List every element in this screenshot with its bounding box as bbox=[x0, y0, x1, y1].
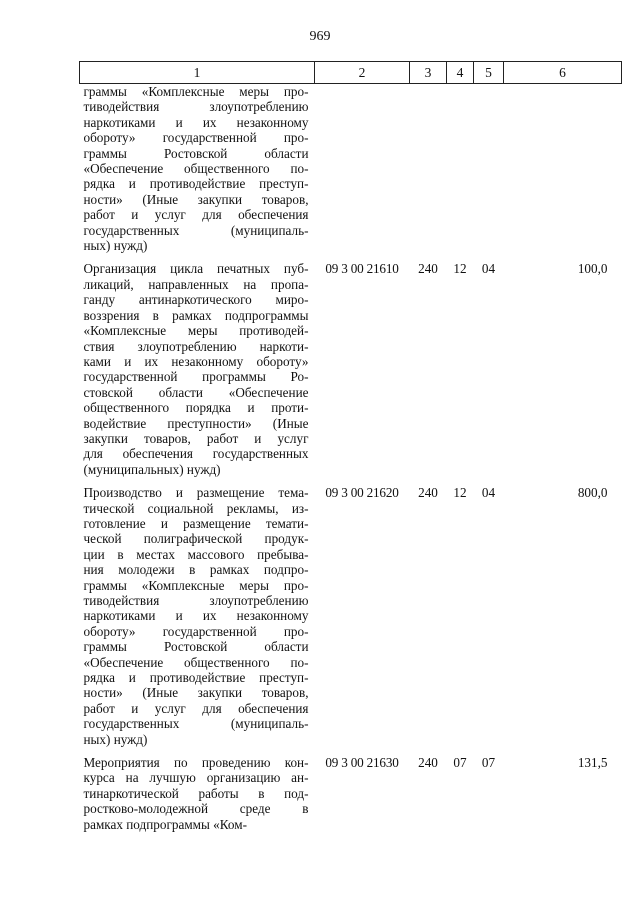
description-line: воззрения в рамках подпрограммы bbox=[83, 307, 309, 323]
description-line: граммы Ростовской области bbox=[83, 639, 309, 655]
description-line: готовление и размещение темати- bbox=[83, 515, 309, 531]
description-line: рядка и противодействие преступ- bbox=[83, 670, 309, 686]
row-description bbox=[80, 261, 315, 477]
subsection: 04 bbox=[481, 261, 496, 277]
description-line: ганду антинаркотического миро- bbox=[83, 292, 309, 308]
table-row bbox=[80, 261, 622, 477]
description-line: государственной программы Ро- bbox=[83, 369, 309, 385]
section: 12 bbox=[453, 261, 467, 277]
subsection bbox=[474, 84, 504, 254]
description-line: обороту» государственной про- bbox=[83, 130, 309, 146]
description-line: рядка и противодействие преступ- bbox=[83, 176, 309, 192]
description-line: наркотиками и их незаконному bbox=[83, 608, 309, 624]
table-row bbox=[80, 485, 622, 747]
subsection: 07 bbox=[481, 755, 496, 771]
description-line: граммы «Комплексные меры про- bbox=[83, 84, 309, 99]
description-line: (муниципальных) нужд) bbox=[83, 461, 221, 477]
description-line: тинаркотической работы в под- bbox=[83, 785, 309, 801]
column-header-6: 6 bbox=[504, 62, 622, 84]
description-line: работ и услуг для обеспечения bbox=[83, 207, 309, 223]
description-line: закупки товаров, работ и услуг bbox=[83, 430, 309, 446]
description-line: обороту» государственной про- bbox=[83, 623, 309, 639]
budget-code bbox=[315, 84, 410, 254]
column-header-4: 4 bbox=[447, 62, 474, 84]
description-line: ствия злоупотреблению наркоти- bbox=[83, 338, 309, 354]
description-line: «Обеспечение общественного по- bbox=[83, 161, 309, 177]
amount: 100,0 bbox=[577, 261, 608, 277]
description-line: ками и их незаконному обороту» bbox=[83, 353, 309, 369]
description-line: Производство и размещение тема- bbox=[83, 485, 309, 501]
subsection: 04 bbox=[481, 485, 496, 501]
description-line: «Комплексные меры противодей- bbox=[83, 323, 309, 339]
description-line: ческой полиграфической продук- bbox=[83, 531, 309, 547]
row-description bbox=[80, 84, 315, 254]
expense-type: 240 bbox=[418, 485, 438, 501]
description-line: ликаций, направленных на пропа- bbox=[83, 276, 309, 292]
description-line: водействие преступности» (Иные bbox=[83, 415, 309, 431]
column-header-2: 2 bbox=[315, 62, 410, 84]
row-spacer bbox=[80, 477, 622, 485]
row-description bbox=[80, 485, 315, 747]
budget-code: 09 3 00 21620 bbox=[325, 485, 399, 501]
row-spacer bbox=[80, 253, 622, 261]
description-line: Мероприятия по проведению кон- bbox=[83, 755, 309, 771]
page-number: 969 bbox=[309, 29, 331, 44]
description-line: работ и услуг для обеспечения bbox=[83, 700, 309, 716]
column-header-1: 1 bbox=[80, 62, 315, 84]
row-spacer bbox=[80, 747, 622, 755]
description-line: граммы «Комплексные меры про- bbox=[83, 577, 309, 593]
amount bbox=[504, 84, 622, 254]
description-line: общественного порядка и проти- bbox=[83, 400, 309, 416]
amount: 131,5 bbox=[577, 755, 608, 771]
description-line: рамках подпрограммы «Ком- bbox=[83, 816, 247, 832]
description-line: тической социальной рекламы, из- bbox=[83, 500, 309, 516]
description-line: «Обеспечение общественного по- bbox=[83, 654, 309, 670]
description-line: курса на лучшую организацию ан- bbox=[83, 770, 309, 786]
expense-type: 240 bbox=[418, 755, 438, 771]
table-body bbox=[80, 84, 622, 833]
description-line: тиводействия злоупотреблению bbox=[83, 593, 309, 608]
budget-table bbox=[79, 61, 622, 832]
description-line: для обеспечения государственных bbox=[83, 446, 309, 462]
description-line: государственных (муниципаль- bbox=[83, 222, 309, 238]
description-line: ции в местах массового пребыва- bbox=[83, 546, 309, 562]
description-line: ности» (Иные закупки товаров, bbox=[83, 191, 309, 207]
description-line: ных) нужд) bbox=[83, 731, 148, 747]
column-header-5: 5 bbox=[474, 62, 504, 84]
table-row bbox=[80, 755, 622, 832]
table-row bbox=[80, 84, 622, 254]
description-line: наркотиками и их незаконному bbox=[83, 114, 309, 130]
description-line: государственных (муниципаль- bbox=[83, 716, 309, 732]
amount: 800,0 bbox=[577, 485, 608, 501]
description-line: ростково-молодежной среде в bbox=[83, 801, 309, 817]
column-header-3: 3 bbox=[410, 62, 447, 84]
section: 07 bbox=[453, 755, 467, 771]
table-header-row bbox=[80, 62, 622, 84]
description-line: тиводействия злоупотреблению bbox=[83, 99, 309, 115]
description-line: стовской области «Обеспечение bbox=[83, 384, 309, 400]
description-line: ности» (Иные закупки товаров, bbox=[83, 685, 309, 701]
description-line: Организация цикла печатных пуб- bbox=[83, 261, 309, 277]
row-description bbox=[80, 755, 315, 832]
expense-type: 240 bbox=[418, 261, 438, 277]
description-line: ных) нужд) bbox=[83, 238, 148, 254]
description-line: ния молодежи в рамках подпро- bbox=[83, 562, 309, 578]
section: 12 bbox=[453, 485, 467, 501]
budget-code: 09 3 00 21610 bbox=[325, 261, 399, 277]
expense-type bbox=[410, 84, 447, 254]
budget-code: 09 3 00 21630 bbox=[325, 755, 399, 771]
section bbox=[447, 84, 474, 254]
description-line: граммы Ростовской области bbox=[83, 145, 309, 161]
